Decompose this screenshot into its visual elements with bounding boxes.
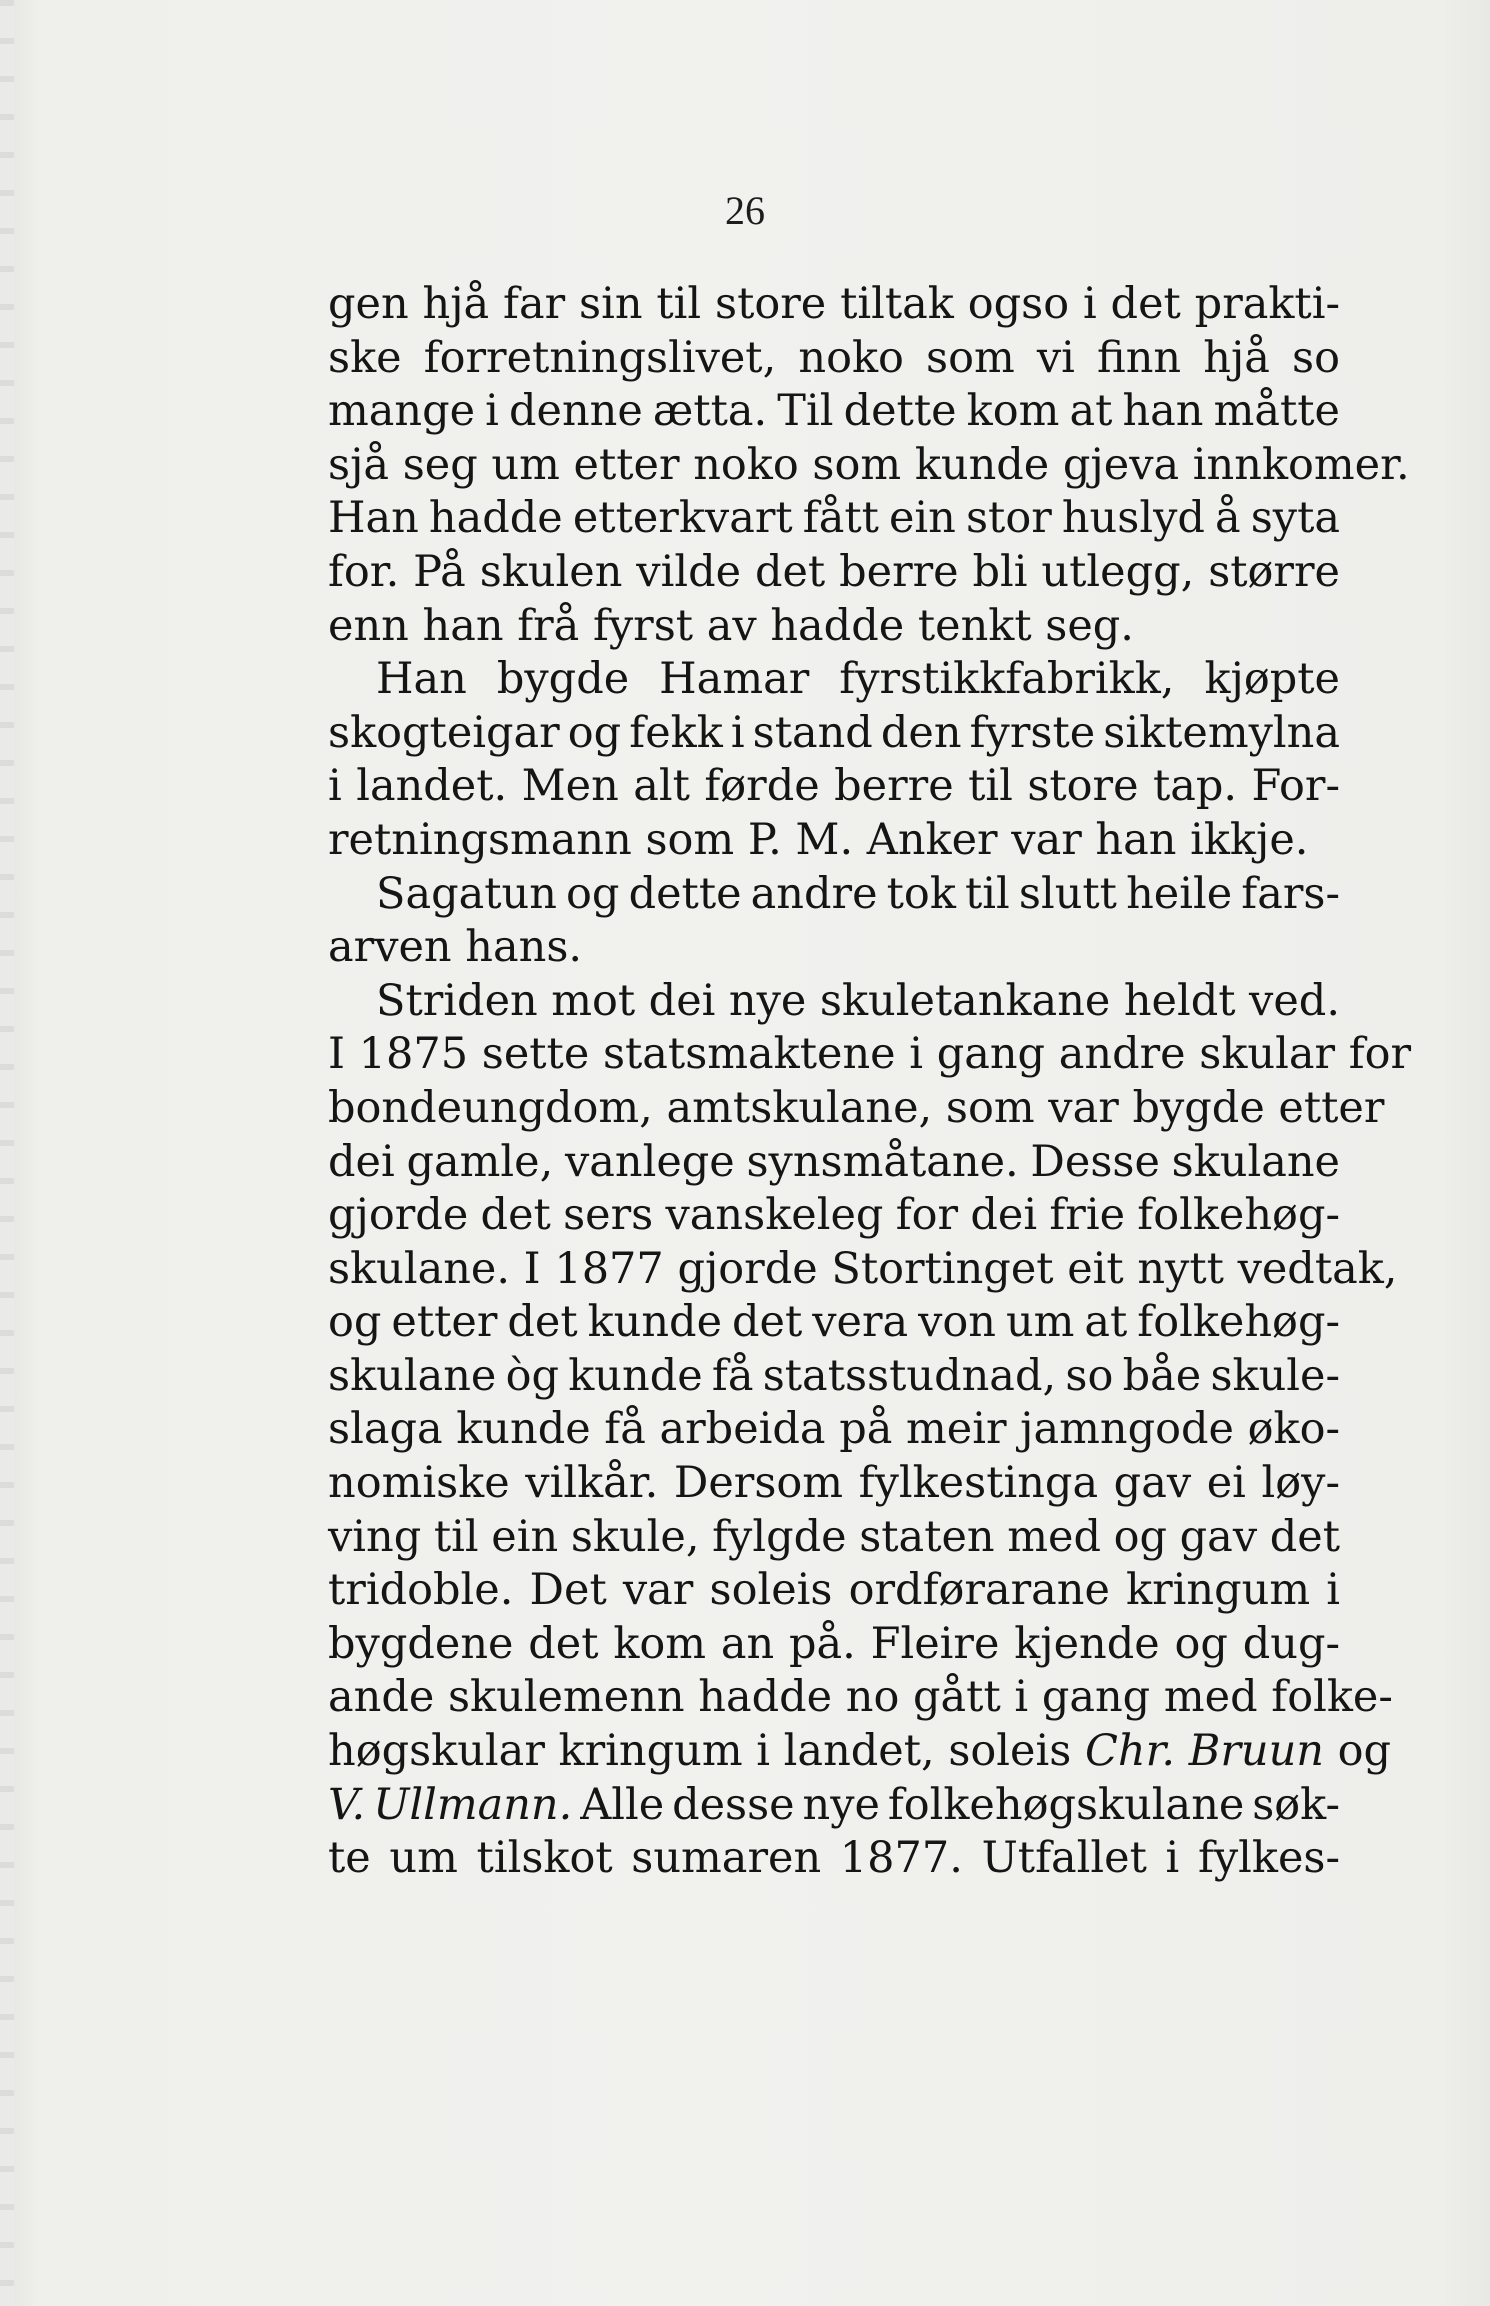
text-segment: te [328, 1833, 371, 1884]
text-line: enn han frå fyrst av hadde tenkt seg. [328, 600, 1134, 651]
text-line: bygdene det kom an på. Fleire kjende og dug- [328, 1618, 1340, 1669]
page-edge-shadow [0, 0, 14, 2306]
text-line: gen hjå far sin til store tiltak ogso i det prakti- [328, 279, 1340, 329]
text-line: bondeungdom, amtskulane, som var bygde etter [328, 1082, 1385, 1133]
text-line: i landet. Men alt førde berre til store tap. For- [328, 761, 1340, 812]
text-line: mange i denne ætta. Til dette kom at han måtte [328, 386, 1340, 437]
text-line: slaga kunde få arbeida på meir jamngode øko- [328, 1404, 1340, 1455]
text-segment: og [1337, 1726, 1392, 1777]
text-segment: um tilskot sumaren 1877. Utfallet i fylkes- [389, 1833, 1341, 1884]
text-line [328, 1832, 1340, 1886]
text-line: sjå seg um etter noko som kunde gjeva innkomer. [328, 439, 1410, 490]
italic-name: Chr. Bruun [1085, 1726, 1324, 1777]
text-line: og etter det kunde det vera von um at folkehøg- [328, 1297, 1340, 1348]
text-line-with-italic [328, 1725, 1392, 1779]
text-line: retningsmann som P. M. Anker var han ikkje. [328, 814, 1309, 865]
text-segment: Alle desse nye folkehøgskulane søk- [580, 1779, 1340, 1830]
text-line: ske forretningslivet, noko som vi finn hjå so [328, 332, 1340, 383]
text-line: ving til ein skule, fylgde staten med og gav det [328, 1511, 1340, 1562]
italic-name: V. Ullmann. [328, 1779, 573, 1830]
text-line: Sagatun og dette andre tok til slutt heile fars- [376, 868, 1340, 919]
text-line: dei gamle, vanlege synsmåtane. Desse skulane [328, 1136, 1340, 1187]
text-line: skogteigar og fekk i stand den fyrste siktemylna [328, 707, 1340, 758]
text-line: Striden mot dei nye skuletankane heldt ved. [376, 975, 1340, 1026]
text-line: arven hans. [328, 922, 583, 973]
text-line: skulane òg kunde få statsstudnad, so båe skule- [328, 1350, 1340, 1401]
text-line: for. På skulen vilde det berre bli utlegg, større [328, 546, 1340, 597]
page-number: 26 [725, 188, 765, 233]
text-line: nomiske vilkår. Dersom fylkestinga gav ei løy- [328, 1458, 1340, 1509]
text-line: tridoble. Det var soleis ordførarane kringum i [328, 1565, 1340, 1616]
text-segment: høgskular kringum i landet, soleis [328, 1726, 1072, 1777]
text-line: skulane. I 1877 gjorde Stortinget eit nytt vedtak, [328, 1243, 1398, 1294]
text-line: I 1875 sette statsmaktene i gang andre skular for [328, 1029, 1412, 1080]
text-line: ande skulemenn hadde no gått i gang med folke- [328, 1672, 1393, 1723]
body-text [328, 278, 1412, 1886]
text-line: gjorde det sers vanskeleg for dei frie folkehøg- [328, 1190, 1340, 1241]
text-line: Han hadde etterkvart fått ein stor huslyd å syta [328, 493, 1340, 544]
text-line-with-italic [328, 1779, 1340, 1833]
text-line: Han bygde Hamar fyrstikkfabrikk, kjøpte [376, 654, 1340, 705]
